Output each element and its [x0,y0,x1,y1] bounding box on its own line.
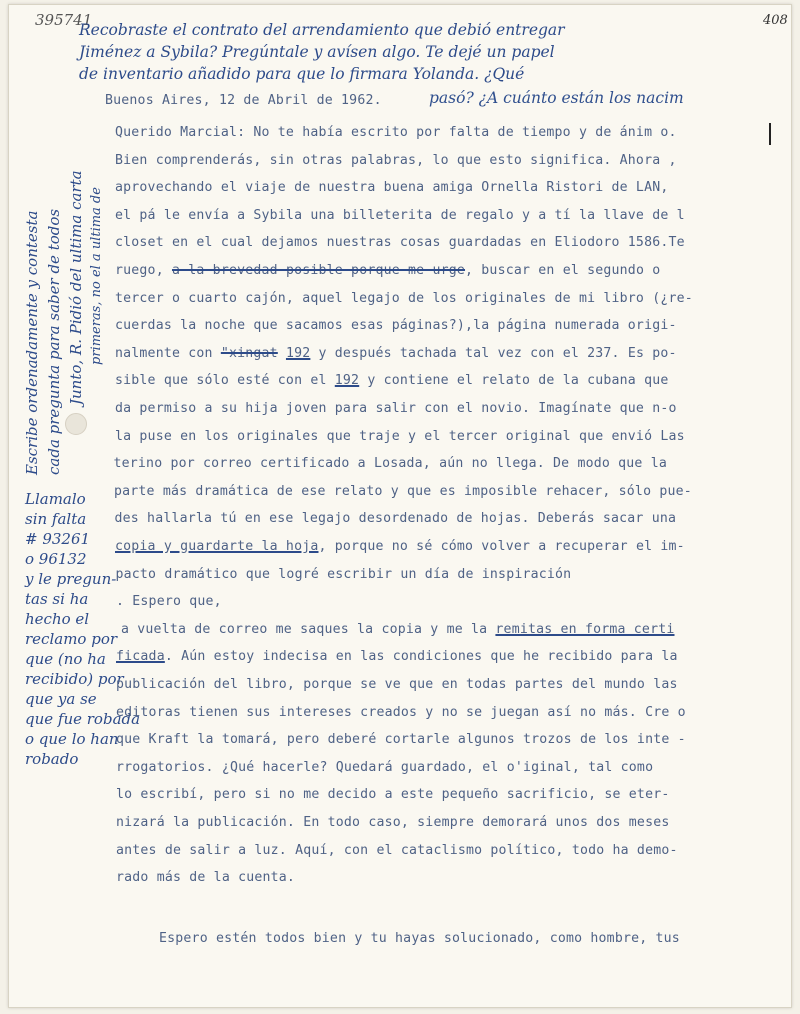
letter-line [115,153,677,168]
margin-note-line: o 96132 [25,550,87,568]
strike-text: "xingat [220,345,278,361]
text-segment: Querido Marcial: No te había escrito por falta de tiempo y de ánim o. [115,125,677,140]
margin-note-line: # 93261 [25,530,91,548]
text-segment: aprovechando el viaje de nuestra buena amiga Ornella Ristori de LAN, [115,180,669,196]
letter-line [116,567,572,582]
text-segment: la puse en los originales que traje y el tercer original que envió Las [115,428,685,444]
text-segment: nizará la publicación. En todo caso, siempre demorará unos dos meses [116,815,670,830]
text-segment: , porque no sé cómo volver a recuperar el im- [318,539,685,554]
text-segment: da permiso a su hija joven para salir con el novio. Imagínate que n-o [115,401,677,416]
archive-number: 395741 [35,11,93,29]
text-segment [278,346,286,361]
letter-line [115,539,685,554]
date-line: Buenos Aires, 12 de Abril de 1962. [105,93,382,108]
letter-line [115,263,660,278]
letter-line [116,760,653,775]
margin-bracket-mark [769,123,771,145]
text-segment: cuerdas la noche que sacamos esas páginas?),la página numerada origi- [115,318,677,334]
letter-line [116,594,222,609]
letter-line [159,931,680,946]
letter-line [116,787,670,802]
margin-note-line: recibido) por [25,670,124,688]
text-segment: parte más dramática de ese relato y que es imposible rehacer, sólo pue- [114,483,692,499]
letter-line [115,401,677,416]
text-segment: rado más de la cuenta. [116,870,296,886]
handwritten-top-line: de inventario añadido para que lo firmara Yolanda. ¿Qué [79,65,525,83]
margin-note-line: que (no ha [25,650,106,668]
letter-line [115,235,685,250]
text-segment: . Aún estoy indecisa en las condiciones que he recibido para la [164,649,678,665]
handwritten-vertical-line: primeras, no el a ultima de [89,187,104,365]
text-segment: y después tachada tal vez con el 237. Es po- [310,345,677,361]
letter-line [115,511,677,526]
letter-line [115,125,677,140]
text-segment: lo escribí, pero si no me decido a este pequeño sacrificio, se eter- [116,787,670,803]
handwritten-top-line: Recobraste el contrato del arrendamiento que debió entregar [79,21,565,39]
underline-text: remitas en forma certi [495,621,675,637]
text-segment: que Kraft la tomará, pero deberé cortarle algunos trozos de los inte - [116,732,686,748]
margin-note-line: que fue robada [25,710,141,728]
text-segment: publicación del libro, porque se ve que en todas partes del mundo las [116,677,678,692]
handwritten-top-line: pasó? ¿A cuánto están los nacim [429,89,684,107]
letter-line [115,291,693,306]
letter-line [115,346,677,361]
margin-note-line: reclamo por [25,630,118,648]
text-segment: tercer o cuarto cajón, aquel legajo de los originales de mi libro (¿re- [115,290,693,306]
letter-line [116,843,678,858]
margin-note-line: tas si ha [25,590,89,608]
letter-line [115,373,669,388]
text-segment: pacto dramático que logré escribir un día de inspiración [115,566,572,582]
punch-hole [65,413,87,435]
strike-text: a la brevedad posible porque me urge [171,263,466,278]
margin-note-line: Llamalo [25,490,86,508]
underline-text: ficada [116,649,165,665]
text-segment: rrogatorios. ¿Qué hacerle? Quedará guardado, el o'iginal, tal como [116,759,654,775]
letter-line [115,208,685,223]
letter-line [116,870,295,885]
handwritten-vertical-line: Junto, R. Pidió del ultima carta [67,170,85,405]
text-segment: terino por correo certificado a Losada, aún no llega. De modo que la [113,456,667,472]
text-segment: sible que sólo esté con el [115,373,335,389]
letter-line [116,649,678,664]
margin-note-line: hecho el [25,610,90,628]
handwritten-top-line: Jiménez a Sybila? Pregúntale y avísen algo. Te dejé un papel [79,43,555,61]
letter-line [115,318,677,333]
text-segment: ruego, [115,263,172,278]
text-segment: editoras tienen sus intereses creados y no se juegan así no más. Cre o [116,704,686,720]
text-segment: . Espero que, [116,594,222,610]
letter-line [115,180,669,195]
page-number: 408 [763,13,788,28]
underline-text: 192 [334,373,360,389]
handwritten-top-note [79,19,799,85]
margin-note-line: sin falta [25,510,87,528]
letter-line [114,456,668,471]
margin-note-line: o que lo han [25,730,119,748]
letter-line [116,815,670,830]
underline-text: 192 [285,345,311,361]
text-segment: Espero estén todos bien y tu hayas solucionado, como hombre, tus [159,931,680,947]
handwritten-vertical-line: Escribe ordenadamente y contesta [23,210,41,475]
letter-line [121,622,675,637]
letter-line [116,677,678,692]
text-segment: a vuelta de correo me saques la copia y me la [121,621,496,637]
margin-note-line: que ya se [25,690,97,708]
text-segment: nalmente con [115,345,221,361]
text-segment: antes de salir a luz. Aquí, con el cataclismo político, todo ha demo- [116,842,678,858]
text-segment: Bien comprenderás, sin otras palabras, lo que esto significa. Ahora , [115,152,677,168]
letter-line [116,705,686,720]
text-segment: closet en el cual dejamos nuestras cosas guardadas en Eliodoro 1586.Te [115,235,685,251]
underline-text: copia y guardarte la hoja [115,539,319,554]
margin-note-line: robado [25,750,79,768]
handwritten-vertical-line: cada pregunta para saber de todos [45,208,63,475]
text-segment: , buscar en el segundo o [465,263,661,278]
text-segment: y contiene el relato de la cubana que [359,373,669,389]
letter-line [115,429,685,444]
letter-page [8,4,792,1008]
text-segment: el pá le envía a Sybila una billeterita de regalo y a tí la llave de l [115,207,685,223]
text-segment: des hallarla tú en ese legajo desordenado de hojas. Deberás sacar una [114,511,677,527]
letter-line [116,732,686,747]
margin-note-line: y le pregun- [25,570,117,588]
letter-line [114,484,692,499]
